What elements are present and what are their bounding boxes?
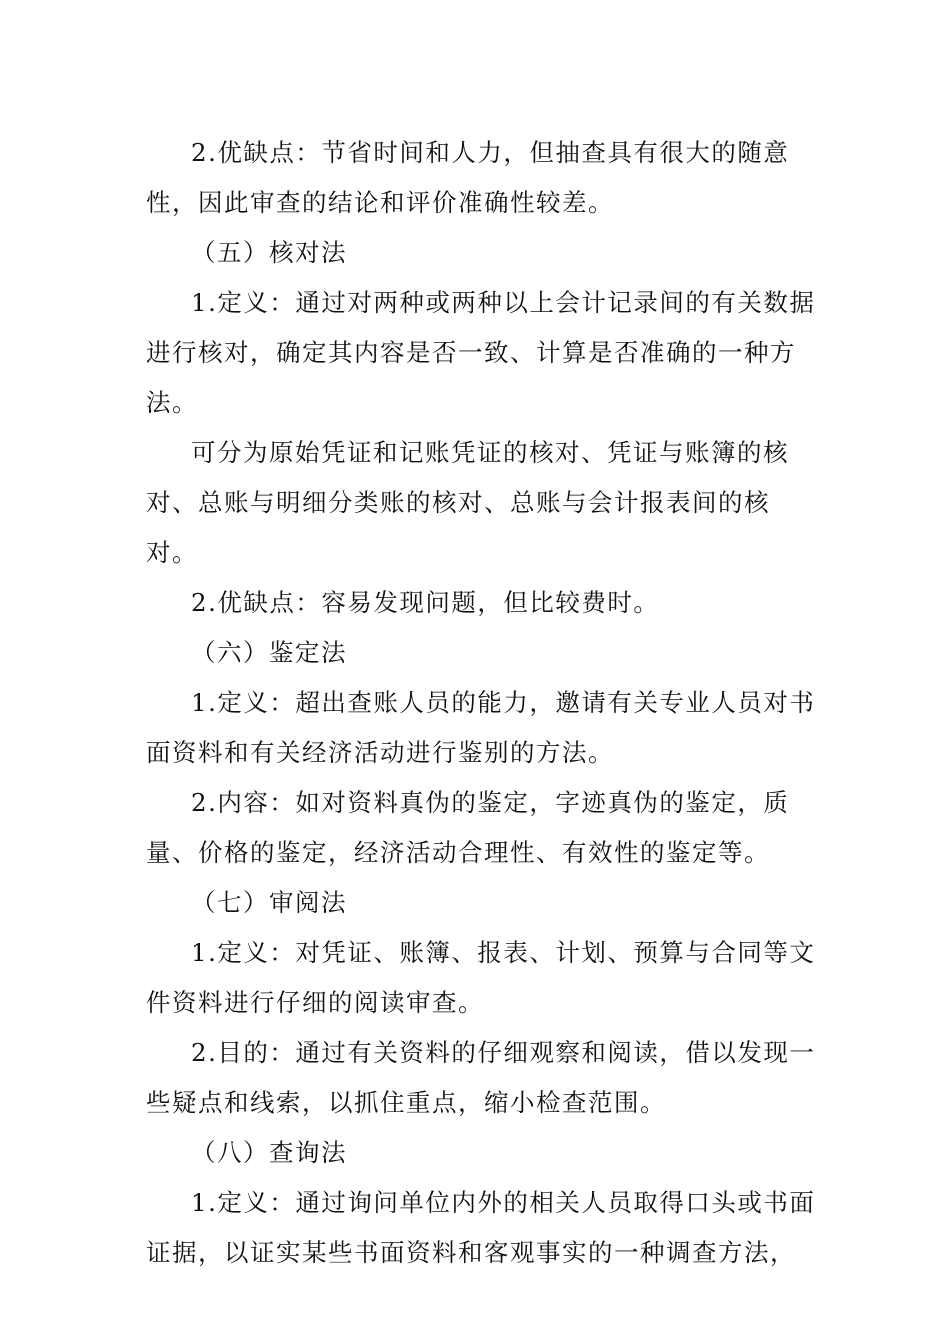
paragraph-verification-definition: 1.定义：通过对两种或两种以上会计记录间的有关数据进行核对，确定其内容是否一致、计算是否准确的一种方法。 [146, 288, 816, 417]
document-body [146, 128, 818, 1278]
paragraph-pros-cons-sampling: 2.优缺点：节省时间和人力，但抽查具有很大的随意性，因此审查的结论和评价准确性较差。 [146, 138, 790, 217]
paragraph-review-purpose: 2.目的：通过有关资料的仔细观察和阅读，借以发现一些疑点和线索，以抓住重点，缩小检查范围。 [146, 1038, 816, 1117]
paragraph-verification-types: 可分为原始凭证和记账凭证的核对、凭证与账簿的核对、总账与明细分类账的核对、总账与会计报表间的核对。 [146, 438, 789, 567]
heading-verification-method: （五）核对法 [191, 238, 347, 267]
paragraph-review-definition: 1.定义：对凭证、账簿、报表、计划、预算与合同等文件资料进行仔细的阅读审查。 [146, 938, 816, 1017]
paragraph-appraisal-definition: 1.定义：超出查账人员的能力，邀请有关专业人员对书面资料和有关经济活动进行鉴别的方法。 [146, 688, 816, 767]
heading-review-method: （七）审阅法 [191, 888, 347, 917]
heading-inquiry-method: （八）查询法 [191, 1138, 347, 1167]
heading-appraisal-method: （六）鉴定法 [191, 638, 347, 667]
paragraph-verification-pros-cons: 2.优缺点：容易发现问题，但比较费时。 [191, 588, 660, 617]
paragraph-inquiry-definition: 1.定义：通过询问单位内外的相关人员取得口头或书面证据，以证实某些书面资料和客观事实的一种调查方法， [146, 1188, 816, 1267]
paragraph-appraisal-content: 2.内容：如对资料真伪的鉴定，字迹真伪的鉴定，质量、价格的鉴定，经济活动合理性、有效性的鉴定等。 [146, 788, 790, 867]
